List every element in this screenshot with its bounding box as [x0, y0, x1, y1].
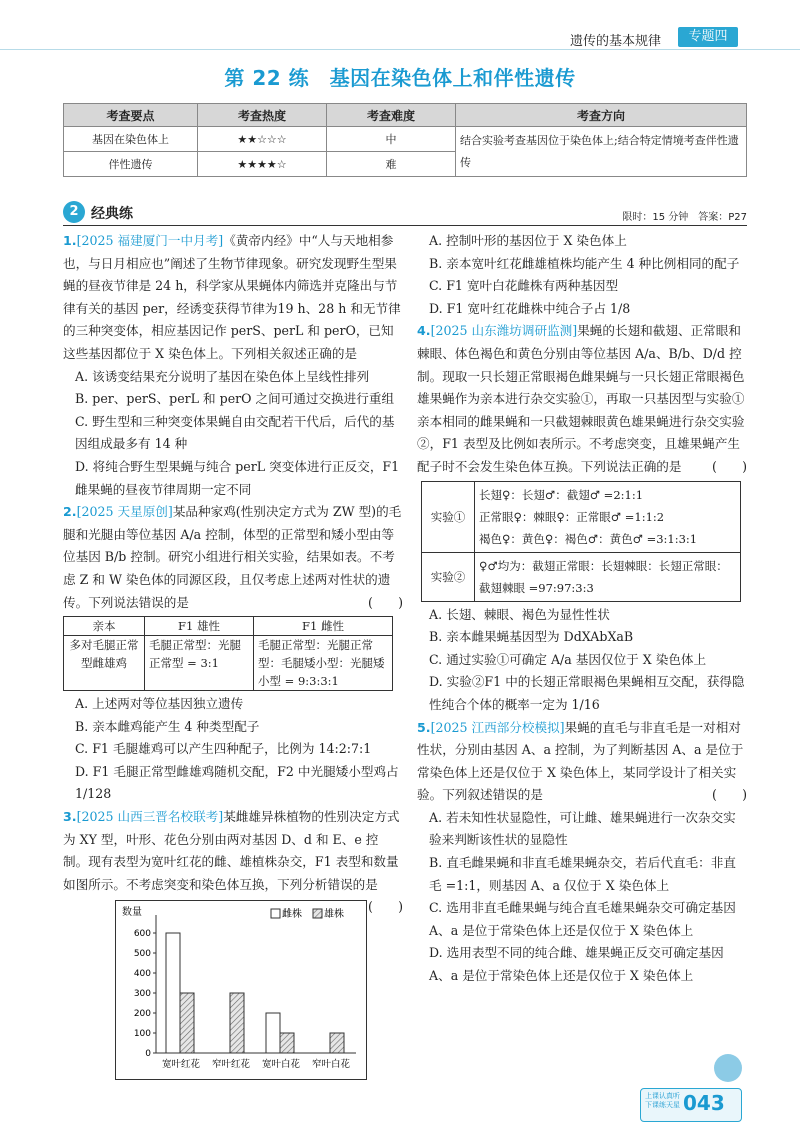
- bar: [230, 993, 244, 1053]
- option-c: C. 野生型和三种突变体果蝇自由交配若干代后，后代的基因组成最多有 14 种: [75, 413, 395, 452]
- x-tick-label: 窄叶白花: [311, 1059, 351, 1071]
- q4-table: [421, 481, 741, 602]
- option-b: B. 直毛雌果蝇和非直毛雄果蝇杂交，若后代直毛：非直毛 =1:1，则基因 A、a 仅位于 X 染色体上: [429, 855, 736, 893]
- bar-chart-frame: [115, 900, 367, 1080]
- bar: [180, 993, 194, 1053]
- y-tick-label: 300: [133, 989, 151, 1000]
- option-b: B. per、perS、perL 和 perO 之间可通过交换进行重组: [75, 391, 395, 407]
- table-header: 亲本: [64, 617, 145, 636]
- option-a: A. 长翅、棘眼、褐色为显性性状: [429, 606, 610, 622]
- overview-cell: 中: [327, 127, 456, 152]
- table-header: F1 雌性: [254, 617, 393, 636]
- exp1-label: 实验①: [422, 481, 475, 552]
- option-c: C. 通过实验①可确定 A/a 基因仅位于 X 染色体上: [429, 651, 707, 667]
- chapter-title: 遗传的基本规律: [570, 34, 662, 49]
- exp2-label: 实验②: [422, 552, 475, 601]
- footer-slogan: 上课认真听 下课练天星: [645, 1092, 680, 1109]
- exp2-results: ♀♂均为：截翅正常眼：长翅棘眼：长翅正常眼：截翅棘眼 =97:97:3:3: [475, 552, 741, 601]
- table-header: F1 雄性: [145, 617, 254, 636]
- page-badge: [640, 1088, 742, 1122]
- exp1-line: 正常眼♀：棘眼♀：正常眼♂ =1:1:2: [479, 509, 665, 524]
- section-number-icon: 2: [63, 201, 85, 223]
- overview-header: 考查热度: [198, 104, 327, 127]
- x-tick-label: 窄叶红花: [211, 1059, 251, 1071]
- q2-table: [63, 616, 393, 691]
- legend-label: 雄株: [324, 909, 344, 921]
- section-title: 经典练: [91, 206, 133, 222]
- mascot-icon: [714, 1054, 742, 1082]
- bar: [280, 1033, 294, 1053]
- option-a: A. 该诱变结果充分说明了基因在染色体上呈线性排列: [75, 368, 370, 384]
- legend-swatch: [271, 909, 280, 918]
- y-tick-label: 100: [133, 1029, 151, 1040]
- option-a: A. 上述两对等位基因独立遗传: [75, 696, 244, 712]
- y-tick-label: 500: [133, 949, 151, 960]
- x-tick-label: 宽叶白花: [261, 1059, 301, 1071]
- exp1-results: [475, 481, 741, 552]
- overview-cell: 难: [327, 152, 456, 177]
- overview-direction: 结合实验考查基因位于染色体上;结合特定情境考查伴性遗传: [456, 127, 747, 177]
- overview-cell: 伴性遗传: [64, 152, 198, 177]
- overview-header: 考查要点: [64, 104, 198, 127]
- option-b: B. 亲本雌鸡能产生 4 种类型配子: [75, 718, 260, 734]
- header-divider: [0, 49, 800, 50]
- bar-chart: [116, 901, 366, 1079]
- left-column: [63, 230, 403, 1080]
- option-d: D. 实验②F1 中的长翅正常眼褐色果蝇相互交配，获得隐性纯合个体的概率一定为 1/16: [429, 674, 745, 712]
- option-d: D. F1 宽叶红花雌株中纯合子占 1/8: [429, 300, 631, 316]
- y-tick-label: 600: [133, 929, 151, 940]
- y-axis-label: 数量: [122, 907, 142, 919]
- option-b: B. 亲本雌果蝇基因型为 DdXAbXaB: [429, 629, 634, 645]
- section-bar: [63, 203, 747, 226]
- option-d: D. 将纯合野生型果蝇与纯合 perL 突变体进行正反交，F1 雌果蝇的昼夜节律周期一定不同: [75, 458, 400, 497]
- bar: [166, 933, 180, 1053]
- question-1: 1.[2025 福建厦门一中月考]《黄帝内经》中“人与天地相参也，与日月相应也”阐述了生物节律现象。研究发现野生型果蝇的昼夜节律是 24 h，科学家从果蝇体内筛选并克隆出与节律有关的基因 per，经诱变获得节律为19 h、28 h 和无节律的三种突变体，相应基因记作 perS、perL 和 perO，已知这些基因都位于 X 染色体上。下列相关叙述正确的是: [63, 233, 401, 361]
- page-title: 第 22 练 基因在染色体上和伴性遗传: [224, 66, 576, 90]
- option-c: C. F1 毛腿雄鸡可以产生四种配子，比例为 14:2:7:1: [75, 741, 372, 757]
- question-4: 4.[2025 山东潍坊调研监测]果蝇的长翅和截翅、正常眼和棘眼、体色褐色和黄色分别由等位基因 A/a、B/b、D/d 控制。现取一只长翅正常眼褐色雌果蝇与一只长翅正常眼褐色雄果蝇作为亲本进行杂交实验①，再取一只基因型与实验①亲本相同的雌果蝇和一只截翅棘眼黄色雄果蝇进行杂交实验②，F1 表型及比例如表所示。不考虑突变，且雄果蝇产生配子时不会发生染色体互换。下列说法正确的是 ( ): [417, 323, 747, 474]
- legend-swatch: [313, 909, 322, 918]
- right-column: [417, 230, 747, 988]
- option-a: A. 控制叶形的基因位于 X 染色体上: [429, 233, 627, 248]
- table-cell: 毛腿正常型：光腿正常型：毛腿矮小型：光腿矮小型 = 9:3:3:1: [254, 636, 393, 691]
- y-tick-label: 400: [133, 969, 151, 980]
- option-d: D. 选用表型不同的纯合雌、雄果蝇正反交可确定基因 A、a 是位于常染色体上还是仅位于 X 染色体上: [429, 945, 724, 984]
- overview-cell: ★★★★☆: [198, 152, 327, 177]
- overview-header: 考查方向: [456, 104, 747, 127]
- bar: [266, 1013, 280, 1053]
- overview-cell: 基因在染色体上: [64, 127, 198, 152]
- bar: [330, 1033, 344, 1053]
- option-c: C. 选用非直毛雌果蝇与纯合直毛雄果蝇杂交可确定基因 A、a 是位于常染色体上还是仅位于 X 染色体上: [429, 900, 736, 938]
- option-c: C. F1 宽叶白花雌株有两种基因型: [429, 278, 619, 294]
- page-number: 043: [683, 1091, 725, 1115]
- option-a: A. 若未知性状显隐性，可让雌、雄果蝇进行一次杂交实验来判断该性状的显隐性: [429, 809, 736, 848]
- question-5: 5.[2025 江西部分校模拟]果蝇的直毛与非直毛是一对相对性状，分别由基因 A、a 控制，为了判断基因 A、a 是位于常染色体上还是仅位于 X 染色体上，某同学设计了相关实验。下列叙述错误的是 ( ): [417, 719, 747, 803]
- question-2: 2.[2025 天星原创]某品种家鸡(性别决定方式为 ZW 型)的毛腿和光腿由等位基因 A/a 控制，体型的正常型和矮小型由等位基因 B/b 控制。研究小组进行相关实验，结果如表。不考虑 Z 和 W 染色体的同源区段，且仅考虑上述两对性状的遗传。下列说法错误的是 ( ): [63, 504, 403, 610]
- legend-label: 雌株: [282, 909, 302, 921]
- y-tick-label: 0: [145, 1049, 151, 1060]
- y-tick-label: 200: [133, 1009, 151, 1020]
- exp1-line: 长翅♀：长翅♂：截翅♂ =2:1:1: [479, 487, 644, 502]
- exp1-line: 褐色♀：黄色♀：褐色♂：黄色♂ =3:1:3:1: [479, 531, 698, 546]
- overview-header: 考查难度: [327, 104, 456, 127]
- table-cell: 多对毛腿正常型雌雄鸡: [64, 636, 145, 691]
- x-tick-label: 宽叶红花: [161, 1059, 201, 1071]
- topic-badge: 专题四: [678, 27, 738, 47]
- overview-table: [63, 103, 747, 177]
- section-meta: 限时：15 分钟 答案：P27: [622, 212, 747, 223]
- question-3: 3.[2025 山西三晋名校联考]某雌雄异株植物的性别决定方式为 XY 型，叶形、花色分别由两对基因 D、d 和 E、e 控制。现有表型为宽叶红花的雌、雄植株杂交，F1 表型和数量如图所示。不考虑突变和染色体互换，下列分析错误的是 ( ): [63, 809, 403, 915]
- option-d: D. F1 毛腿正常型雌雄鸡随机交配，F2 中光腿矮小型鸡占 1/128: [75, 763, 399, 802]
- overview-cell: ★★☆☆☆: [198, 127, 327, 152]
- option-b: B. 亲本宽叶红花雌雄植株均能产生 4 种比例相同的配子: [429, 255, 740, 271]
- table-cell: 毛腿正常型：光腿正常型 = 3:1: [145, 636, 254, 691]
